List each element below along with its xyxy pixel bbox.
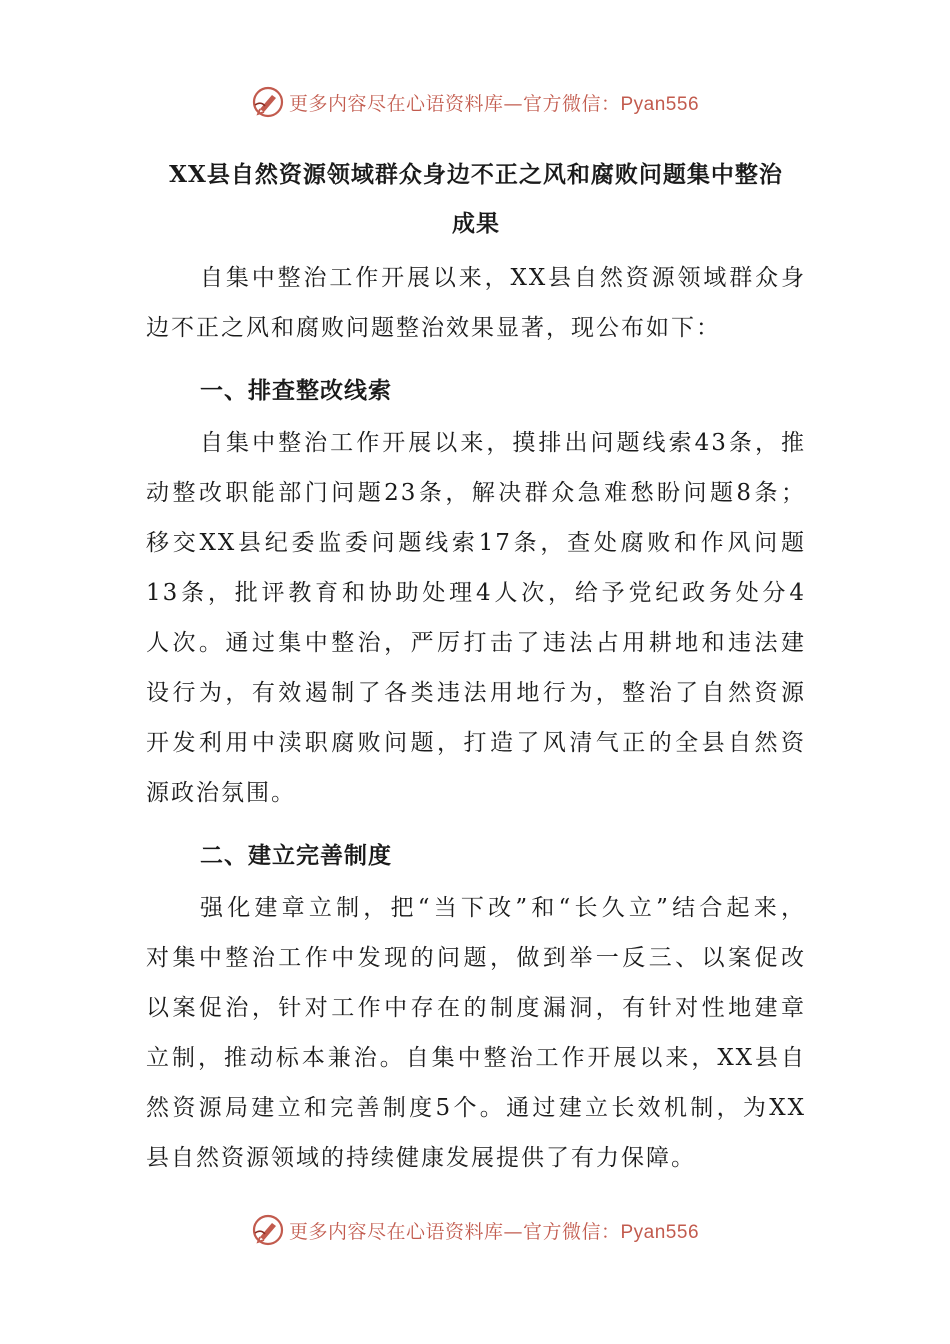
paragraph-line: 强化建章立制，把“当下改”和“长久立”结合起来， bbox=[200, 895, 806, 921]
header-banner bbox=[0, 82, 950, 122]
paragraph-line: 源政治氛围。 bbox=[146, 780, 296, 806]
paragraph-line: 对集中整治工作中发现的问题，做到举一反三、以案促改 bbox=[146, 945, 806, 971]
paragraph-line: 动整改职能部门问题23条，解决群众急难愁盼问题8条； bbox=[146, 480, 806, 506]
pen-logo-icon bbox=[251, 1213, 285, 1247]
paragraph-line: 人次。通过集中整治，严厉打击了违法占用耕地和违法建 bbox=[146, 630, 806, 656]
paragraph-line: 移交XX县纪委监委问题线索17条，查处腐败和作风问题 bbox=[146, 530, 806, 556]
wechat-id: Pyan556 bbox=[620, 1221, 700, 1243]
wechat-id: Pyan556 bbox=[620, 93, 700, 115]
intro-paragraph bbox=[146, 253, 806, 353]
banner-text: 更多内容尽在心语资料库—官方微信：Pyan556 bbox=[288, 92, 700, 115]
document-title-line-2: 成果 bbox=[452, 210, 500, 237]
footer-banner bbox=[0, 1210, 950, 1250]
document-title-line-1: XX县自然资源领域群众身边不正之风和腐败问题集中整治 bbox=[169, 161, 783, 188]
paragraph-line: 开发利用中渎职腐败问题，打造了风清气正的全县自然资 bbox=[146, 730, 806, 756]
banner-text: 更多内容尽在心语资料库—官方微信：Pyan556 bbox=[288, 1220, 700, 1243]
section-heading-2: 二、建立完善制度 bbox=[200, 842, 392, 869]
paragraph-line: 13条，批评教育和协助处理4人次，给予党纪政务处分4 bbox=[146, 580, 806, 606]
section-1-paragraph bbox=[146, 418, 806, 818]
paragraph-line: 设行为，有效遏制了各类违法用地行为，整治了自然资源 bbox=[146, 680, 806, 706]
section-heading-1: 一、排查整改线索 bbox=[200, 377, 392, 404]
paragraph-line: 自集中整治工作开展以来，摸排出问题线索43条，推 bbox=[200, 430, 806, 456]
paragraph-line: 以案促治，针对工作中存在的制度漏洞，有针对性地建章 bbox=[146, 995, 806, 1021]
paragraph-line: 立制，推动标本兼治。自集中整治工作开展以来，XX县自 bbox=[146, 1045, 806, 1071]
paragraph-line: 然资源局建立和完善制度5个。通过建立长效机制，为XX bbox=[146, 1095, 806, 1121]
paragraph-line: 县自然资源领域的持续健康发展提供了有力保障。 bbox=[146, 1145, 696, 1171]
intro-line: 边不正之风和腐败问题整治效果显著，现公布如下： bbox=[146, 315, 721, 341]
section-2-paragraph bbox=[146, 883, 806, 1183]
pen-logo-icon bbox=[251, 85, 285, 119]
intro-line: 自集中整治工作开展以来，XX县自然资源领域群众身 bbox=[200, 265, 806, 291]
